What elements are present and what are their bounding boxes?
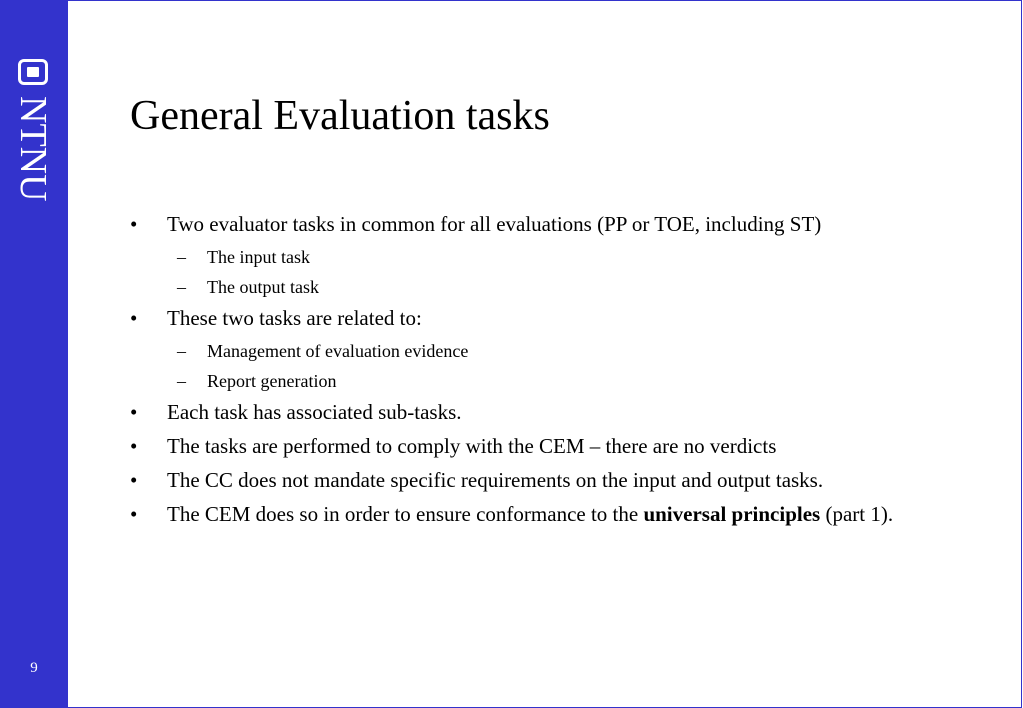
sub-bullet-text: Management of evaluation evidence xyxy=(207,341,469,361)
sidebar xyxy=(0,0,68,708)
slide-title: General Evaluation tasks xyxy=(130,93,550,139)
bullet-text: The tasks are performed to comply with the CEM – there are no verdicts xyxy=(167,434,777,458)
bullet-item xyxy=(130,398,970,427)
bullet-marker: • xyxy=(130,468,138,492)
sub-bullet-item xyxy=(130,338,970,364)
bullet-text-after: (part 1). xyxy=(820,502,894,526)
ntnu-logo-icon xyxy=(18,59,48,85)
bullet-item xyxy=(130,210,970,239)
bullet-item xyxy=(130,432,970,461)
bullet-marker: • xyxy=(130,400,138,424)
logo-text: NTNU xyxy=(12,96,54,202)
sub-bullet-item xyxy=(130,244,970,270)
bullet-marker: • xyxy=(130,434,138,458)
bullet-text-before: The CEM does so in order to ensure conformance to the xyxy=(167,502,644,526)
sub-bullet-text: Report generation xyxy=(207,371,337,391)
bullet-marker: • xyxy=(130,502,138,526)
bullet-marker: • xyxy=(130,306,138,330)
bullet-text: Two evaluator tasks in common for all evaluations (PP or TOE, including ST) xyxy=(167,212,822,236)
bullet-marker: • xyxy=(130,212,138,236)
bullet-text: The CC does not mandate specific requirements on the input and output tasks. xyxy=(167,468,824,492)
sub-bullet-marker: – xyxy=(177,277,186,297)
sub-bullet-marker: – xyxy=(177,341,186,361)
bullet-text-bold: universal principles xyxy=(643,502,821,526)
bullet-text: Each task has associated sub-tasks. xyxy=(167,400,462,424)
bullet-item xyxy=(130,466,970,495)
bullet-list xyxy=(130,210,970,534)
sub-bullet-text: The output task xyxy=(207,277,319,297)
sub-bullet-marker: – xyxy=(177,247,186,267)
page-number: 9 xyxy=(30,660,38,676)
sub-bullet-item xyxy=(130,274,970,300)
bullet-item xyxy=(130,304,970,333)
bullet-item xyxy=(130,500,970,529)
sub-bullet-item xyxy=(130,368,970,394)
bullet-text: These two tasks are related to: xyxy=(167,306,422,330)
sub-bullet-marker: – xyxy=(177,371,186,391)
sub-bullet-text: The input task xyxy=(207,247,310,267)
